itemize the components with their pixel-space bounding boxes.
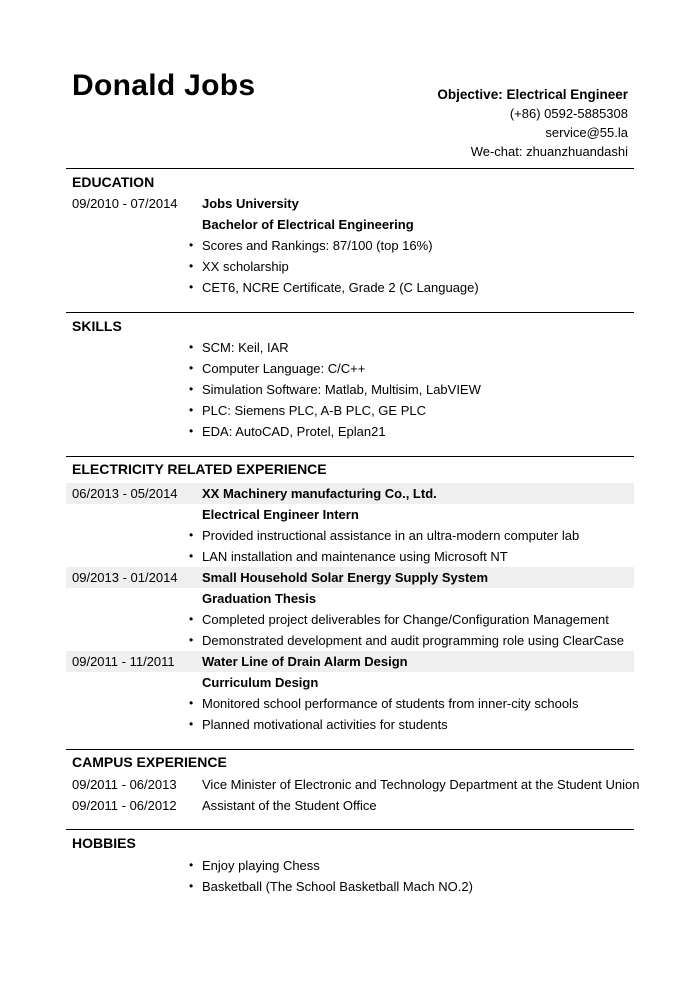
experience-bullet (66, 693, 634, 714)
skill-bullet (66, 358, 634, 379)
campus-title: CAMPUS EXPERIENCE (72, 754, 227, 770)
experience-bullet (66, 609, 634, 630)
bullet-icon: • (189, 403, 194, 417)
experience-bullet-text: LAN installation and maintenance using Microsoft NT (202, 549, 508, 564)
skill-text: SCM: Keil, IAR (202, 340, 289, 355)
experience-date: 06/2013 - 05/2014 (72, 486, 178, 501)
bullet-icon: • (189, 280, 194, 294)
bullet-icon: • (189, 696, 194, 710)
experience-bullet-text: Planned motivational activities for students (202, 717, 448, 732)
education-row (66, 214, 634, 235)
section-divider (66, 829, 634, 830)
candidate-name: Donald Jobs (72, 69, 256, 102)
campus-date: 09/2011 - 06/2013 (72, 777, 177, 792)
bullet-icon: • (189, 528, 194, 542)
experience-role-row (66, 672, 634, 693)
experience-role: Graduation Thesis (202, 591, 317, 606)
experience-bullet-text: Provided instructional assistance in an ultra-modern computer lab (202, 528, 580, 543)
section-divider (66, 168, 634, 169)
bullet-icon: • (189, 879, 194, 893)
education-bullet-text: CET6, NCRE Certificate, Grade 2 (C Language) (202, 280, 479, 295)
experience-bullet (66, 630, 634, 651)
experience-org: XX Machinery manufacturing Co., Ltd. (202, 486, 437, 501)
bullet-icon: • (189, 549, 194, 563)
skill-bullet (66, 421, 634, 442)
bullet-icon: • (189, 717, 194, 731)
skill-text: Computer Language: C/C++ (202, 361, 366, 376)
wechat: We-chat: zhuanzhuandashi (470, 144, 628, 159)
section-divider (66, 312, 634, 313)
bullet-icon: • (189, 382, 194, 396)
phone: (+86) 0592-5885308 (509, 106, 628, 121)
bullet-icon: • (189, 340, 194, 354)
bullet-icon: • (189, 612, 194, 626)
objective: Objective: Electrical Engineer (437, 87, 628, 102)
experience-bullet-text: Monitored school performance of students from inner-city schools (202, 696, 579, 711)
bullet-icon: • (189, 361, 194, 375)
campus-text: Vice Minister of Electronic and Technology Department at the Student Union (202, 777, 640, 792)
education-bullet (66, 235, 634, 256)
campus-row (66, 795, 634, 816)
education-row (66, 193, 634, 214)
experience-org: Small Household Solar Energy Supply System (202, 570, 489, 585)
experience-date: 09/2013 - 01/2014 (72, 570, 178, 585)
education-bullet (66, 277, 634, 298)
experience-title: ELECTRICITY RELATED EXPERIENCE (72, 461, 327, 477)
section-divider (66, 749, 634, 750)
email: service@55.la (545, 125, 628, 140)
skill-bullet (66, 379, 634, 400)
education-bullet-text: Scores and Rankings: 87/100 (top 16%) (202, 238, 433, 253)
campus-row (66, 774, 640, 795)
experience-bullet (66, 714, 634, 735)
experience-role: Electrical Engineer Intern (202, 507, 359, 522)
experience-role: Curriculum Design (202, 675, 319, 690)
experience-bullet (66, 525, 634, 546)
experience-bullet (66, 546, 634, 567)
education-bullet (66, 256, 634, 277)
bullet-icon: • (189, 238, 194, 252)
experience-header-row (66, 567, 634, 588)
skill-bullet (66, 337, 634, 358)
campus-text: Assistant of the Student Office (202, 798, 377, 813)
skill-text: PLC: Siemens PLC, A-B PLC, GE PLC (202, 403, 426, 418)
campus-date: 09/2011 - 06/2012 (72, 798, 177, 813)
contact-block (437, 85, 628, 161)
bullet-icon: • (189, 633, 194, 647)
bullet-icon: • (189, 858, 194, 872)
hobbies-title: HOBBIES (72, 835, 136, 851)
hobby-text: Basketball (The School Basketball Mach NO.2) (202, 879, 473, 894)
hobby-text: Enjoy playing Chess (202, 858, 320, 873)
education-bullet-text: XX scholarship (202, 259, 289, 274)
bullet-icon: • (189, 259, 194, 273)
bullet-icon: • (189, 424, 194, 438)
education-degree: Bachelor of Electrical Engineering (202, 217, 414, 232)
experience-role-row (66, 588, 634, 609)
experience-header-row (66, 651, 634, 672)
section-divider (66, 456, 634, 457)
experience-header-row (66, 483, 634, 504)
experience-bullet-text: Completed project deliverables for Change/Configuration Management (202, 612, 609, 627)
experience-role-row (66, 504, 634, 525)
skill-text: Simulation Software: Matlab, Multisim, LabVIEW (202, 382, 481, 397)
hobby-bullet (66, 855, 634, 876)
education-title: EDUCATION (72, 174, 155, 190)
experience-org: Water Line of Drain Alarm Design (202, 654, 408, 669)
skills-title: SKILLS (72, 318, 122, 334)
education-school: Jobs University (202, 196, 299, 211)
experience-bullet-text: Demonstrated development and audit programming role using ClearCase (202, 633, 625, 648)
hobby-bullet (66, 876, 634, 897)
skill-bullet (66, 400, 634, 421)
skill-text: EDA: AutoCAD, Protel, Eplan21 (202, 424, 386, 439)
experience-date: 09/2011 - 11/2011 (72, 654, 175, 669)
education-date: 09/2010 - 07/2014 (72, 196, 178, 211)
